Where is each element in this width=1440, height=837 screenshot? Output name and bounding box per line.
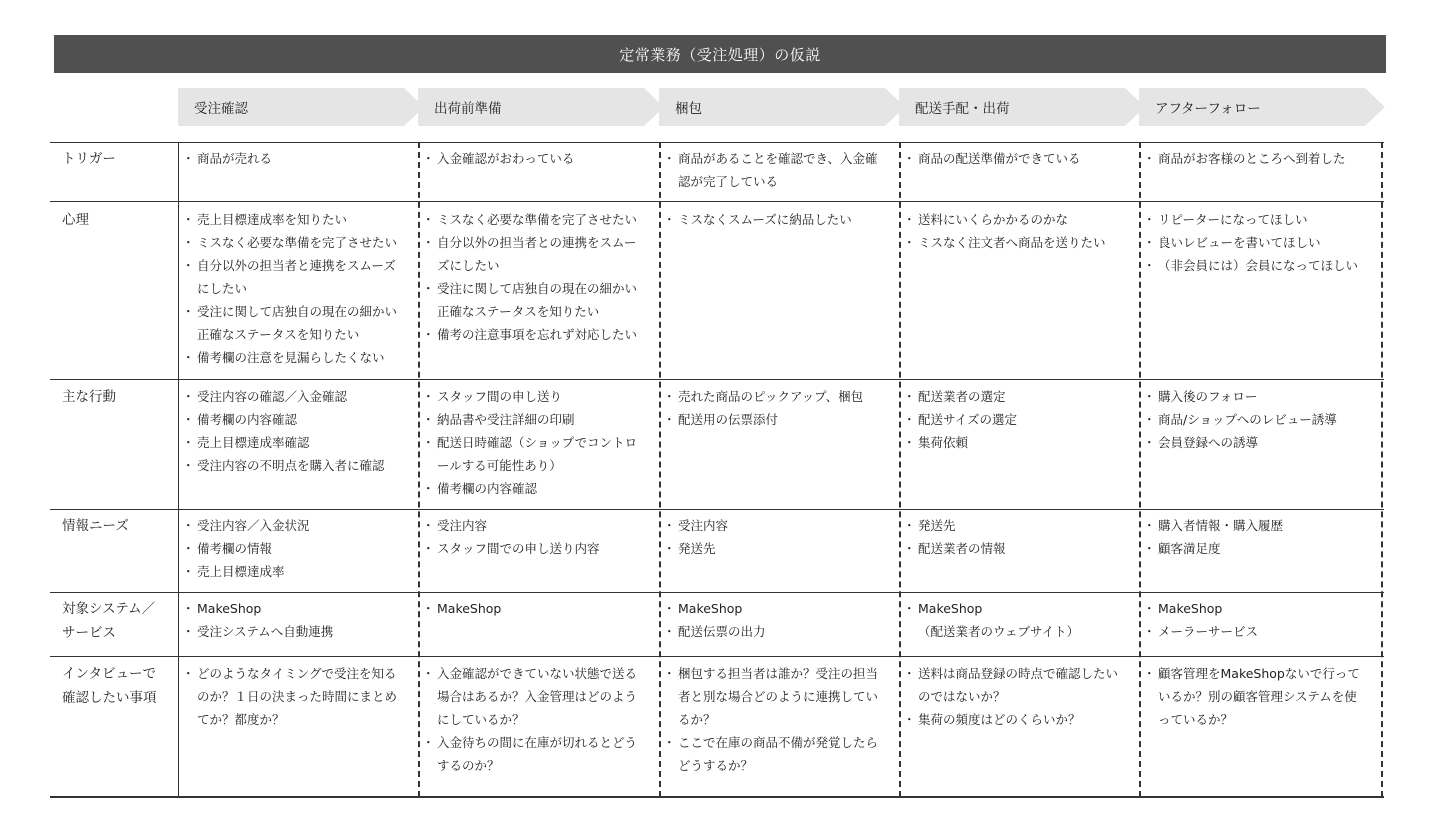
table-cell — [907, 208, 1129, 254]
bullet-list — [667, 147, 889, 193]
list-item: ・ （非会員には）会員になってほしい — [1147, 254, 1369, 277]
list-item: ・ 顧客管理をMakeShopないで行っているか？別の顧客管理システムを使っているか？ — [1147, 662, 1369, 731]
phase-label: 梱包 — [675, 101, 702, 117]
list-item: ・ ミスなく注文者へ商品を送りたい — [907, 231, 1129, 254]
row-divider — [50, 201, 1384, 202]
table-cell — [907, 514, 1129, 560]
phase-label: 出荷前準備 — [434, 101, 502, 117]
list-item: （配送業者のウェブサイト） — [918, 624, 1080, 639]
table-cell — [186, 597, 408, 643]
table-cell — [186, 385, 408, 477]
list-item: ・ 受注内容 — [667, 514, 889, 537]
bullet-list — [186, 597, 408, 643]
list-item: ・ 受注内容 — [426, 514, 648, 537]
bullet-list — [667, 662, 889, 777]
row-divider — [50, 509, 1384, 510]
list-item: ・ 備考欄の情報 — [186, 537, 408, 560]
table-cell — [186, 662, 408, 731]
list-item: ・ 配送サイズの選定 — [907, 408, 1129, 431]
list-item: ・ 売れた商品のピックアップ、梱包 — [667, 385, 889, 408]
list-item: ・ ミスなく必要な準備を完了させたい — [426, 208, 648, 231]
phase-order-confirmation — [178, 88, 424, 126]
phase-packing — [659, 88, 905, 126]
phase-after-follow — [1139, 88, 1385, 126]
list-item: ・ 商品/ショップへのレビュー誘導 — [1147, 408, 1369, 431]
label-column-divider — [178, 142, 179, 797]
list-item: ・ ここで在庫の商品不備が発覚したらどうするか？ — [667, 731, 889, 777]
bullet-list — [1147, 385, 1369, 454]
list-item: ・ 受注内容の不明点を購入者に確認 — [186, 454, 408, 477]
bullet-list — [426, 385, 648, 500]
bullet-list — [186, 385, 408, 477]
list-item: ・ 備考の注意事項を忘れず対応したい — [426, 323, 648, 346]
list-item: ・ 良いレビューを書いてほしい — [1147, 231, 1369, 254]
list-item: ・ 自分以外の担当者との連携をスムーズにしたい — [426, 231, 648, 277]
list-item: ・ MakeShop — [667, 597, 889, 620]
list-item: ・ 備考欄の注意を見漏らしたくない — [186, 346, 408, 369]
table-cell — [667, 662, 889, 777]
row-label — [62, 208, 89, 232]
list-item: ・ 納品書や受注詳細の印刷 — [426, 408, 648, 431]
row-label-line: 対象システム／ — [62, 601, 156, 617]
list-item: ・ 集荷依頼 — [907, 431, 1129, 454]
list-item: ・ 送料にいくらかかるのかな — [907, 208, 1129, 231]
list-item: ・ 自分以外の担当者と連携をスムーズにしたい — [186, 254, 408, 300]
phase-shipping-arrangement — [899, 88, 1145, 126]
bullet-list — [1147, 662, 1369, 731]
list-item: ・ 売上目標達成率確認 — [186, 431, 408, 454]
table-cell — [1147, 385, 1369, 454]
row-label-line: サービス — [62, 625, 116, 641]
table-cell — [426, 597, 648, 620]
table-cell — [1147, 147, 1369, 170]
table-cell — [186, 208, 408, 369]
table-cell — [1147, 597, 1369, 643]
table-cell — [907, 385, 1129, 454]
column-divider — [899, 142, 901, 797]
list-item: ・ 梱包する担当者は誰か？受注の担当者と別な場合どのように連携しているか？ — [667, 662, 889, 731]
bullet-list — [1147, 208, 1369, 277]
list-item: ・ 配送業者の選定 — [907, 385, 1129, 408]
bullet-list — [186, 514, 408, 583]
row-label-line: 主な行動 — [62, 389, 116, 405]
row-label — [62, 385, 116, 409]
bullet-list — [907, 385, 1129, 454]
list-item: ・ 配送日時確認（ショップでコントロールする可能性あり） — [426, 431, 648, 477]
list-item: ・ 商品がお客様のところへ到着した — [1147, 147, 1369, 170]
table-cell — [1147, 208, 1369, 277]
list-item: ・ 送料は商品登録の時点で確認したいのではないか？ — [907, 662, 1129, 708]
list-item: ・ メーラーサービス — [1147, 620, 1369, 643]
bullet-list — [426, 662, 648, 777]
list-item: ・ 購入者情報・購入履歴 — [1147, 514, 1369, 537]
column-divider — [1381, 142, 1383, 797]
list-item: ・ 会員登録への誘導 — [1147, 431, 1369, 454]
table-cell — [907, 662, 1129, 731]
table-cell — [1147, 514, 1369, 560]
bullet-list — [426, 597, 648, 620]
list-item: ・ ミスなくスムーズに納品したい — [667, 208, 889, 231]
list-item: ・ リピーターになってほしい — [1147, 208, 1369, 231]
bullet-list — [186, 208, 408, 369]
row-divider — [50, 656, 1384, 657]
list-item: ・ 商品が売れる — [186, 147, 408, 170]
list-item: ・ 発送先 — [907, 514, 1129, 537]
table-cell — [907, 597, 1129, 643]
list-item: ・ 入金確認がおわっている — [426, 147, 648, 170]
list-item: ・ 受注内容の確認／入金確認 — [186, 385, 408, 408]
bullet-list — [1147, 597, 1369, 643]
list-item: ・ ミスなく必要な準備を完了させたい — [186, 231, 408, 254]
table-cell — [667, 597, 889, 643]
table-cell — [426, 662, 648, 777]
bullet-list — [426, 208, 648, 346]
list-item: ・ 売上目標達成率 — [186, 560, 408, 583]
table-cell — [186, 147, 408, 170]
row-divider — [50, 142, 1384, 143]
list-item: ・ どのようなタイミングで受注を知るのか？１日の決まった時間にまとめてか？都度か？ — [186, 662, 408, 731]
list-item: ・ MakeShop — [426, 597, 648, 620]
list-item: ・ 入金待ちの間に在庫が切れるとどうするのか？ — [426, 731, 648, 777]
bullet-list — [186, 147, 408, 170]
phase-label: アフターフォロー — [1155, 101, 1261, 117]
list-item: ・ 発送先 — [667, 537, 889, 560]
list-item: ・ 売上目標達成率を知りたい — [186, 208, 408, 231]
row-label-line: インタビューで — [62, 666, 156, 682]
bullet-list — [186, 662, 408, 731]
list-item: ・ MakeShop — [1147, 597, 1369, 620]
list-item: ・ 配送用の伝票添付 — [667, 408, 889, 431]
list-item: ・ 配送伝票の出力 — [667, 620, 889, 643]
page-title: 定常業務（受注処理）の仮説 — [54, 35, 1386, 73]
table-cell — [907, 147, 1129, 170]
row-label — [62, 597, 155, 645]
list-item: ・ 購入後のフォロー — [1147, 385, 1369, 408]
list-item: ・ 受注に関して店独自の現在の細かい正確なステータスを知りたい — [186, 300, 408, 346]
list-item: ・ 受注に関して店独自の現在の細かい正確なステータスを知りたい — [426, 277, 648, 323]
bullet-list — [907, 597, 1129, 643]
bullet-list — [907, 514, 1129, 560]
list-item: ・ スタッフ間の申し送り — [426, 385, 648, 408]
list-item: ・ MakeShop — [907, 597, 1129, 620]
row-label — [62, 662, 157, 710]
column-divider — [659, 142, 661, 797]
bullet-list — [1147, 514, 1369, 560]
row-label-line: トリガー — [62, 151, 116, 167]
table-cell — [186, 514, 408, 583]
row-label-line: 確認したい事項 — [62, 690, 157, 706]
phase-label: 受注確認 — [194, 101, 248, 117]
bullet-list — [907, 147, 1129, 170]
list-item: ・ スタッフ間での申し送り内容 — [426, 537, 648, 560]
row-label — [62, 514, 129, 538]
bullet-list — [667, 385, 889, 431]
row-label-line: 心理 — [62, 212, 89, 228]
bullet-list — [907, 662, 1129, 731]
bullet-list — [667, 514, 889, 560]
table-cell — [426, 147, 648, 170]
row-label-line: 情報ニーズ — [62, 518, 129, 534]
table-cell — [667, 385, 889, 431]
list-item: ・ 備考欄の内容確認 — [186, 408, 408, 431]
row-label — [62, 147, 116, 171]
row-divider — [50, 379, 1384, 380]
list-item: ・ 集荷の頻度はどのくらいか？ — [907, 708, 1129, 731]
column-divider — [1139, 142, 1141, 797]
bullet-list — [426, 514, 648, 560]
row-divider — [50, 592, 1384, 593]
phase-pre-shipping — [418, 88, 664, 126]
column-divider — [418, 142, 420, 797]
list-item: ・ 受注システムへ自動連携 — [186, 620, 408, 643]
table-cell — [426, 514, 648, 560]
bullet-list — [426, 147, 648, 170]
table-cell — [1147, 662, 1369, 731]
table-bottom-border — [50, 796, 1384, 798]
list-item: ・ 商品の配送準備ができている — [907, 147, 1129, 170]
list-item: ・ MakeShop — [186, 597, 408, 620]
table-cell — [667, 208, 889, 231]
table-cell — [426, 385, 648, 500]
table-cell — [426, 208, 648, 346]
phase-label: 配送手配・出荷 — [915, 101, 1010, 117]
list-item: ・ 備考欄の内容確認 — [426, 477, 648, 500]
list-item: ・ 配送業者の情報 — [907, 537, 1129, 560]
list-item: ・ 入金確認ができていない状態で送る場合はあるか？入金管理はどのようにしているか？ — [426, 662, 648, 731]
table-cell — [667, 147, 889, 193]
bullet-list — [667, 208, 889, 231]
list-item: ・ 顧客満足度 — [1147, 537, 1369, 560]
bullet-list — [667, 597, 889, 643]
bullet-list — [1147, 147, 1369, 170]
list-item: ・ 商品があることを確認でき、入金確認が完了している — [667, 147, 889, 193]
bullet-list — [907, 208, 1129, 254]
list-item: ・ 受注内容／入金状況 — [186, 514, 408, 537]
table-cell — [667, 514, 889, 560]
